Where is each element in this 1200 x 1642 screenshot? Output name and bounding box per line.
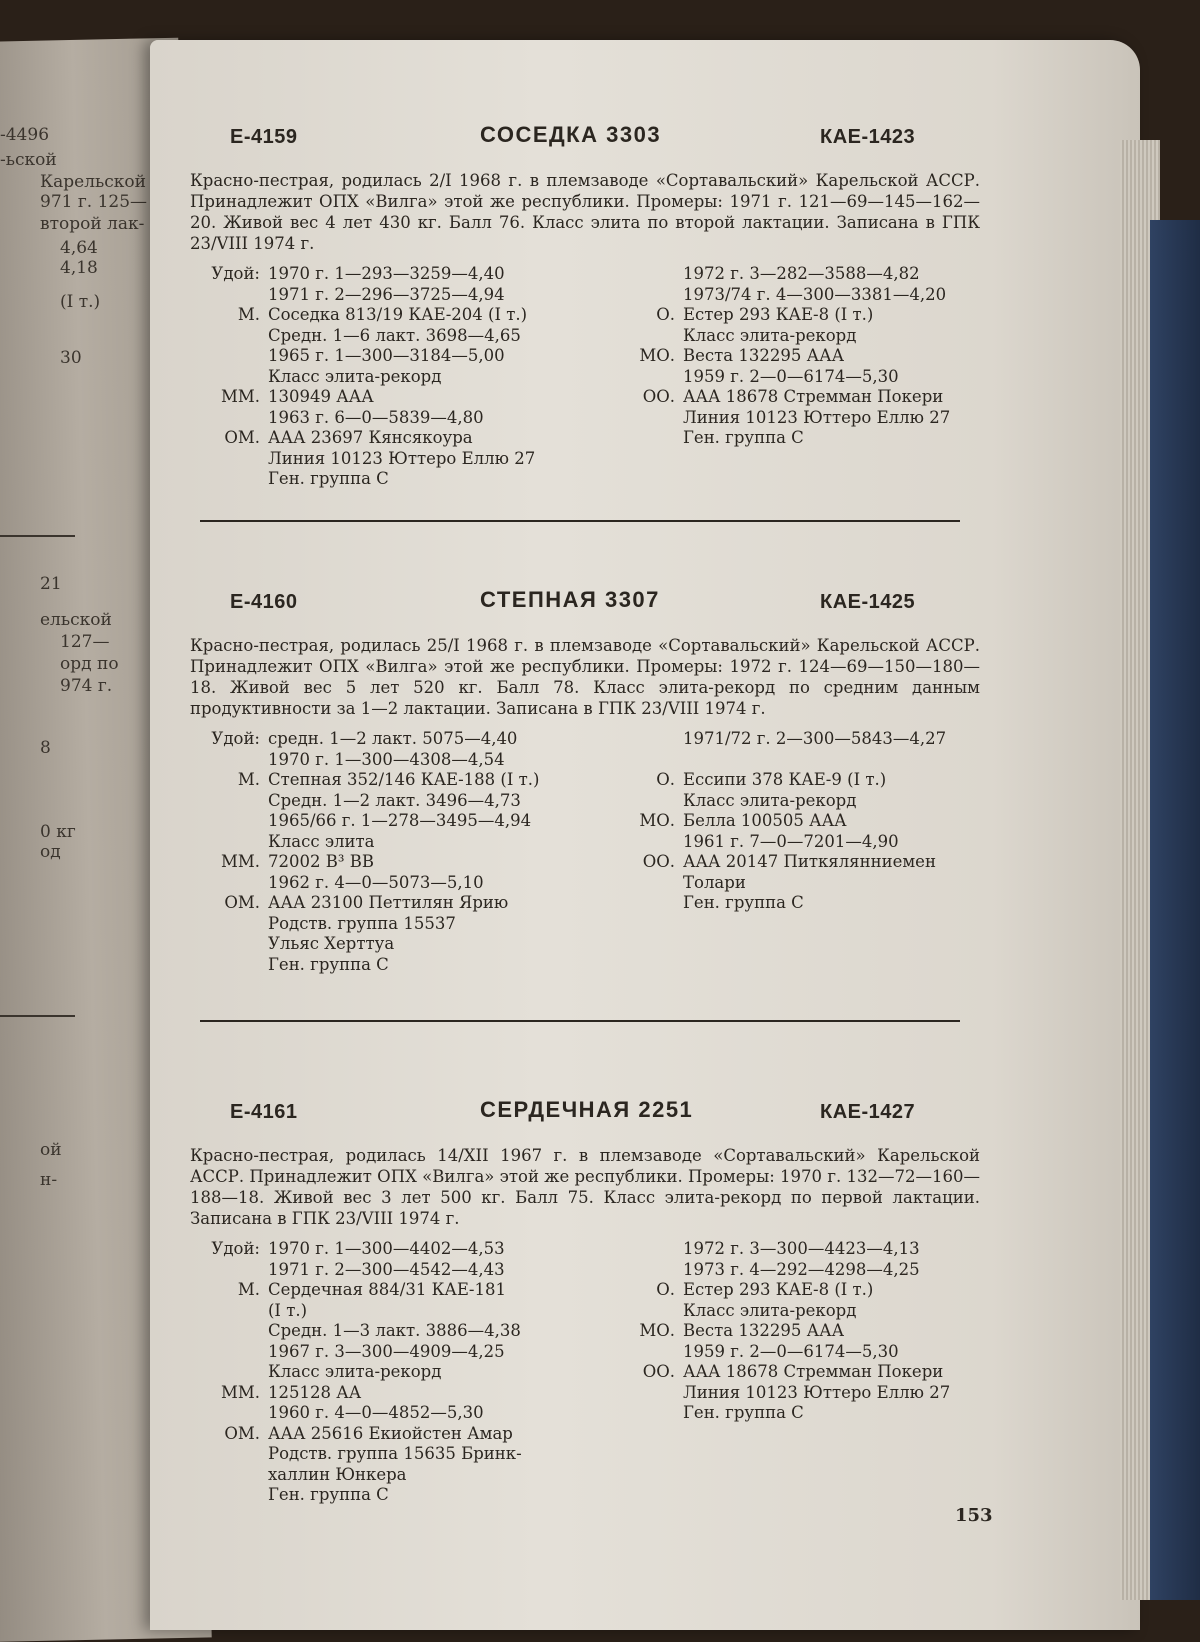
pedigree-text: Естер 293 КАЕ-8 (I т.) (683, 305, 874, 324)
pedigree-text: Линия 10123 Юттеро Еллю 27 (268, 448, 536, 468)
pedigree-text: Линия 10123 Юттеро Еллю 27 (683, 407, 951, 427)
pedigree-text: 1963 г. 6—0—5839—4,80 (268, 407, 484, 427)
pedigree-line (190, 1260, 522, 1281)
pedigree-text: Ген. группа С (683, 893, 804, 912)
pedigree-left (190, 1239, 522, 1506)
pedigree-line (190, 873, 539, 894)
pedigree-text: 1959 г. 2—0—6174—5,30 (683, 366, 899, 386)
pedigree-text: 72002 В³ ВВ (268, 852, 374, 871)
pedigree-text: 125128 АА (268, 1382, 362, 1402)
pedigree-label: О. (656, 305, 675, 324)
pedigree-text: 1970 г. 1—293—3259—4,40 (268, 264, 505, 283)
pedigree-label: Удой: (211, 264, 260, 283)
pedigree-text: Средн. 1—6 лакт. 3698—4,65 (268, 325, 521, 345)
pedigree-label: ОМ. (224, 1423, 260, 1443)
pedigree-label: Удой: (211, 729, 260, 748)
left-fragment: Карельской (40, 172, 147, 192)
section-rule (200, 1020, 960, 1022)
pedigree-text: Ген. группа С (268, 469, 389, 488)
left-fragment: 971 г. 125— (40, 192, 148, 212)
pedigree-text: Линия 10123 Юттеро Еллю 27 (683, 1382, 951, 1402)
pedigree-line (190, 811, 539, 832)
pedigree-line (635, 1403, 950, 1424)
pedigree-line (635, 729, 946, 750)
pedigree-line (190, 934, 539, 955)
pedigree-text: 130949 ААА (268, 387, 374, 406)
pedigree-label: ММ. (220, 387, 260, 406)
pedigree-text: Класс элита (268, 831, 375, 851)
pedigree-line (635, 1280, 950, 1301)
pedigree-text: 1967 г. 3—300—4909—4,25 (268, 1341, 505, 1361)
pedigree-line (190, 852, 539, 873)
pedigree-line (190, 449, 535, 470)
pedigree-text: 1971/72 г. 2—300—5843—4,27 (683, 729, 947, 748)
pedigree-text: Класс элита-рекорд (683, 1300, 857, 1320)
pedigree-text: Родств. группа 15537 (268, 913, 456, 933)
pedigree-text: Средн. 1—2 лакт. 3496—4,73 (268, 790, 521, 810)
left-fragment: ой (40, 1140, 62, 1160)
pedigree-line (190, 729, 539, 750)
pedigree-text: 1970 г. 1—300—4402—4,53 (268, 1239, 505, 1258)
left-fragment: орд по (60, 654, 119, 674)
pedigree-label: ОО. (642, 1362, 675, 1381)
pedigree-text: 1962 г. 4—0—5073—5,10 (268, 872, 484, 892)
pedigree-line (190, 1301, 522, 1322)
pedigree-label: О. (656, 770, 675, 789)
pedigree-line (190, 285, 535, 306)
pedigree-text: Родств. группа 15635 Бринк- (268, 1444, 522, 1463)
pedigree-line (190, 367, 535, 388)
pedigree-line (635, 367, 950, 388)
pedigree-text: Ген. группа С (683, 1403, 804, 1422)
pedigree-line (635, 346, 950, 367)
page-number: 153 (955, 1505, 993, 1526)
pedigree-text: Класс элита-рекорд (683, 325, 857, 345)
entry-description: Красно-пестрая, родилась 2/I 1968 г. в племзаводе «Сортавальский» Карельской АССР. Принадлежит ОПХ «Вилга» этой же республики. Промеры: 1971 г. 121—69—145—162—20. Живой вес 4 лет 430 кг. Балл 76. Класс элита по второй лактации. Записана в ГПК 23/VIII 1974 г. (190, 171, 980, 253)
pedigree-line (635, 1321, 950, 1342)
pedigree-label: ОМ. (224, 428, 260, 447)
pedigree-text: Толари (683, 872, 746, 892)
pedigree-label: М. (237, 305, 260, 324)
pedigree-text: 1971 г. 2—296—3725—4,94 (268, 284, 505, 304)
pedigree-line (190, 1280, 522, 1301)
pedigree-text: ААА 23697 Кянсякоура (268, 428, 473, 447)
book-cover (1150, 220, 1200, 1600)
pedigree-line (190, 1362, 522, 1383)
registry-number: Е-4160 (230, 591, 298, 613)
pedigree-text: 1972 г. 3—300—4423—4,13 (683, 1239, 920, 1258)
pedigree-line (635, 893, 946, 914)
pedigree-text: Белла 100505 ААА (683, 811, 847, 830)
cow-name: СОСЕДКА 3303 (480, 122, 662, 147)
pedigree-line (635, 428, 950, 449)
pedigree-text: Веста 132295 ААА (683, 346, 845, 365)
pedigree-line (635, 305, 950, 326)
registry-number: Е-4161 (230, 1101, 298, 1123)
pedigree-right (635, 729, 946, 914)
pedigree-line (635, 285, 950, 306)
pedigree-text: ААА 18678 Стремман Покери (683, 387, 944, 406)
pedigree-text: 1960 г. 4—0—4852—5,30 (268, 1403, 484, 1422)
left-fragment: 30 (60, 348, 82, 368)
pedigree-text: Ульяс Херттуа (268, 934, 395, 953)
pedigree-text: Средн. 1—3 лакт. 3886—4,38 (268, 1321, 521, 1340)
pedigree-line (190, 1485, 522, 1506)
left-fragment: 974 г. (60, 676, 113, 696)
pedigree-text: Ген. группа С (268, 1485, 389, 1504)
pedigree-text: ААА 23100 Петтилян Ярию (268, 893, 509, 912)
left-fragment: (I т.) (60, 292, 101, 312)
left-fragment: 4,18 (60, 258, 98, 278)
entry-header (190, 120, 980, 160)
pedigree-line (635, 811, 946, 832)
pedigree-line (190, 750, 539, 771)
pedigree-text: средн. 1—2 лакт. 5075—4,40 (268, 729, 518, 748)
pedigree-label: ОО. (642, 852, 675, 871)
pedigree-label: О. (656, 1280, 675, 1299)
left-fragment: -4496 (0, 125, 50, 145)
pedigree-line (190, 1424, 522, 1445)
pedigree-text: Веста 132295 ААА (683, 1321, 845, 1340)
pedigree-line (190, 832, 539, 853)
left-page-rule (0, 535, 75, 537)
pedigree-line (190, 346, 535, 367)
left-fragment: 4,64 (60, 238, 98, 258)
pedigree-label: ОО. (642, 387, 675, 406)
pedigree-text: Ген. группа С (268, 954, 389, 974)
pedigree-line (190, 1403, 522, 1424)
pedigree-text: 1972 г. 3—282—3588—4,82 (683, 264, 920, 283)
pedigree-label: МО. (639, 346, 675, 365)
pedigree-line (190, 914, 539, 935)
pedigree-line (635, 852, 946, 873)
pedigree-label: ММ. (220, 1382, 260, 1402)
pedigree-line (190, 408, 535, 429)
pedigree-text: Сердечная 884/31 КАЕ-181 (268, 1280, 506, 1299)
pedigree-text: 1959 г. 2—0—6174—5,30 (683, 1341, 899, 1361)
pedigree-text: Ессипи 378 КАЕ-9 (I т.) (683, 770, 887, 789)
pedigree-line (190, 770, 539, 791)
pedigree-line (190, 264, 535, 285)
pedigree-line (635, 832, 946, 853)
left-fragment: 127— (60, 632, 110, 652)
kae-number: КАЕ-1425 (820, 591, 916, 613)
registry-number: Е-4159 (230, 126, 298, 148)
pedigree-line (190, 1342, 522, 1363)
left-fragment: 8 (40, 738, 51, 758)
pedigree-label: ММ. (220, 852, 260, 871)
pedigree-line (190, 955, 539, 976)
pedigree-line (635, 873, 946, 894)
section-rule (200, 520, 960, 522)
pedigree-line (635, 387, 950, 408)
pedigree-label: МО. (639, 811, 675, 830)
pedigree-text: Класс элита-рекорд (683, 790, 857, 810)
left-page-rule (0, 1015, 75, 1017)
pedigree-line (190, 428, 535, 449)
entry-description: Красно-пестрая, родилась 14/XII 1967 г. в племзаводе «Сортавальский» Карельской АССР. Принадлежит ОПХ «Вилга» этой же республики. Промеры: 1970 г. 132—72—160—188—18. Живой вес 3 лет 500 кг. Балл 75. Класс элита-рекорд по первой лактации. Записана в ГПК 23/VIII 1974 г. (190, 1146, 980, 1228)
pedigree-line (190, 1444, 522, 1465)
pedigree-label: М. (237, 1280, 260, 1299)
entry-e4159 (190, 120, 980, 488)
pedigree-line (635, 1342, 950, 1363)
pedigree-text: 1970 г. 1—300—4308—4,54 (268, 749, 505, 769)
pedigree-label: Удой: (211, 1239, 260, 1258)
pedigree-text: Класс элита-рекорд (268, 1362, 442, 1381)
pedigree-line (635, 791, 946, 812)
pedigree-left (190, 264, 535, 490)
pedigree-line (635, 1260, 950, 1281)
left-fragment: од (40, 842, 61, 862)
left-fragment: ельской (40, 610, 112, 630)
pedigree-right (635, 1239, 950, 1424)
entry-header (190, 585, 980, 625)
pedigree-line (190, 1239, 522, 1260)
pedigree-left (190, 729, 539, 975)
left-fragment: -ьской (0, 150, 57, 170)
pedigree-line (635, 264, 950, 285)
pedigree-text: 1965 г. 1—300—3184—5,00 (268, 346, 505, 365)
pedigree-text: ААА 18678 Стремман Покери (683, 1362, 944, 1381)
pedigree-text: Степная 352/146 КАЕ-188 (I т.) (268, 770, 540, 789)
pedigree-line (635, 408, 950, 429)
pedigree-line (190, 387, 535, 408)
pedigree-right (635, 264, 950, 449)
entry-description: Красно-пестрая, родилась 25/I 1968 г. в племзаводе «Сортавальский» Карельской АССР. Принадлежит ОПХ «Вилга» этой же республики. Промеры: 1972 г. 124—69—150—180—18. Живой вес 5 лет 520 кг. Балл 78. Класс элита-рекорд по средним данным продуктивности за 1—2 лактации. Записана в ГПК 23/VIII 1974 г. (190, 636, 980, 718)
pedigree-text: 1971 г. 2—300—4542—4,43 (268, 1259, 505, 1279)
pedigree-text: Соседка 813/19 КАЕ-204 (I т.) (268, 305, 528, 324)
pedigree-text: ААА 20147 Питкялянниемен (683, 852, 936, 871)
pedigree-text: Естер 293 КАЕ-8 (I т.) (683, 1280, 874, 1299)
kae-number: КАЕ-1427 (820, 1101, 916, 1123)
pedigree-label: М. (237, 770, 260, 789)
entry-e4160 (190, 585, 980, 974)
pedigree-text: (I т.) (268, 1300, 308, 1320)
left-fragment: 21 (40, 574, 62, 594)
pedigree-line (190, 893, 539, 914)
pedigree-text: 1973 г. 4—292—4298—4,25 (683, 1259, 920, 1279)
pedigree-text: 1973/74 г. 4—300—3381—4,20 (683, 284, 947, 304)
pedigree-line (635, 750, 946, 771)
pedigree-text: 1965/66 г. 1—278—3495—4,94 (268, 811, 532, 830)
pedigree-line (190, 305, 535, 326)
pedigree-line (635, 326, 950, 347)
pedigree-text: ААА 25616 Екиойстен Амар (268, 1423, 513, 1443)
pedigree-line (190, 791, 539, 812)
pedigree-text: Ген. группа С (683, 428, 804, 447)
kae-number: КАЕ-1423 (820, 126, 916, 148)
pedigree-line (635, 770, 946, 791)
cow-name: СТЕПНАЯ 3307 (480, 587, 660, 612)
pedigree-text: Класс элита-рекорд (268, 366, 442, 386)
entry-e4161 (190, 1095, 980, 1504)
left-fragment: 0 кг (40, 822, 76, 842)
pedigree-label: МО. (639, 1321, 675, 1340)
left-fragment: н- (40, 1170, 58, 1190)
entry-header (190, 1095, 980, 1135)
pedigree-text: халлин Юнкера (268, 1464, 407, 1484)
pedigree-line (635, 1383, 950, 1404)
pedigree-line (190, 326, 535, 347)
pedigree-line (635, 1239, 950, 1260)
pedigree-label: ОМ. (224, 893, 260, 912)
pedigree-line (635, 1301, 950, 1322)
pedigree-line (190, 1383, 522, 1404)
cow-name: СЕРДЕЧНАЯ 2251 (480, 1097, 694, 1122)
left-fragment: второй лак- (40, 214, 145, 234)
pedigree-line (635, 1362, 950, 1383)
pedigree-text: 1961 г. 7—0—7201—4,90 (683, 831, 899, 851)
pedigree-line (190, 469, 535, 490)
pedigree-line (190, 1465, 522, 1486)
pedigree-line (190, 1321, 522, 1342)
